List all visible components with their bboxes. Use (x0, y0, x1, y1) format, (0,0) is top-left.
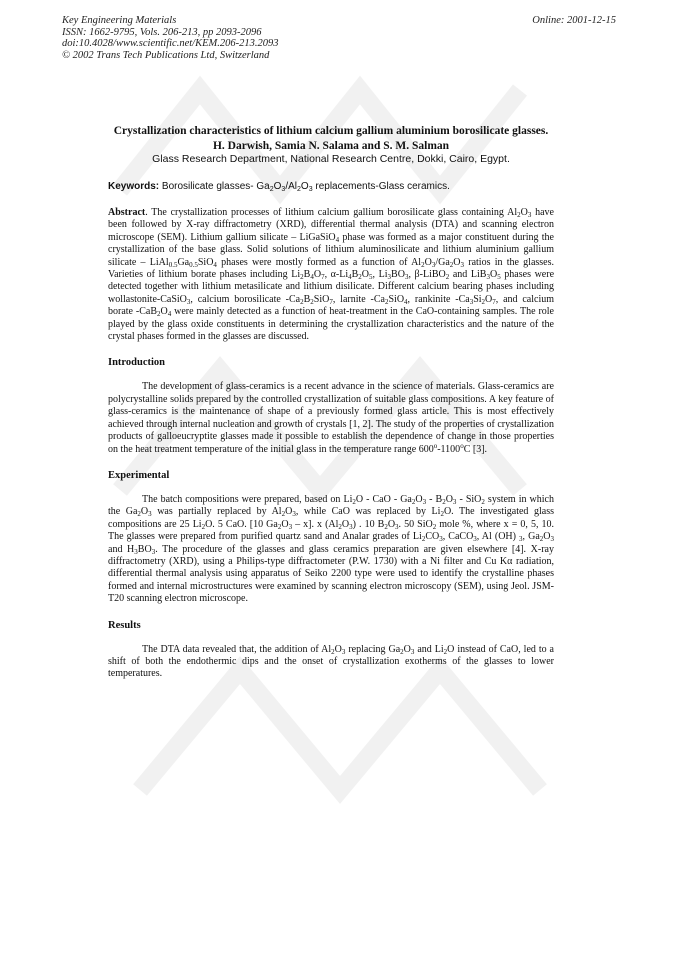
paper-authors: H. Darwish, Samia N. Salama and S. M. Salman (212, 140, 450, 152)
online-date: Online: 2001-12-15 (532, 15, 616, 26)
section-heading: Experimental (108, 469, 170, 481)
paper-affiliation: Glass Research Department, National Research Centre, Dokki, Cairo, Egypt. (152, 153, 510, 165)
section-heading: Results (108, 619, 141, 631)
abstract-text: . The crystallization processes of lithium calcium gallium borosilicate glass containing $Al_2O_3$ have been followed by X-ray diffractometry (XRD), differential thermal analysis (DTA) and scanning electron microscope (SEM). Lithium gallium silicate – LiGaSiO$_4$ phase was formed as a major constituent during the crystallization of the base glass. Solid solutions of lithium aluminosilicate and lithium aluminium gallium silicate – $LiAl_{0.5}Ga_{0.5}SiO_4$ phases were mostly formed as a function of $Al_2O_3/Ga_2O_3$ ratios in the glasses. Varieties of lithium borate phases including $Li_2B_4O_7$, $\alpha-Li_4B_2O_5$, $Li_3BO_3$, β-LiBO$_2$ and $LiB_3O_5$ phases were detected together with lithium metasilicate and lithium disilicate. Different calcium bearing phases including wollastonite-CaSiO$_3$, calcium borosilicate $-Ca_2B_2SiO_7$, larnite $-Ca_2SiO_4$, rankinite $-Ca_3Si_2O_7$, and calcium borate $-CaB_2O_4$ were mainly detected as a function of heat-treatment in the CaO-containing samples. The role played by the glass oxide constituents in determining the crystallization characteristics and the nature of the crystal phases formed in the glasses are discussed. (108, 207, 555, 343)
paper-body (108, 124, 554, 681)
abstract-label: Abstract (108, 207, 146, 218)
copyright-line: © 2002 Trans Tech Publications Ltd, Switzerland (62, 49, 270, 61)
keywords-text: Borosilicate glasses- $Ga_2O_3/Al_2O_3$ replacements-Glass ceramics. (161, 181, 450, 193)
section-results (108, 619, 554, 681)
issn-line: ISSN: 1662-9795, Vols. 206-213, pp 2093-2096 (62, 26, 262, 38)
journal-header (62, 15, 279, 61)
keywords (108, 180, 554, 193)
abstract (108, 207, 554, 343)
journal-name: Key Engineering Materials (62, 15, 177, 26)
section-experimental (108, 469, 554, 606)
section-paragraph: The development of glass-ceramics is a recent advance in the science of materials. Glass-ceramics are polycrystalline solids prepared by the controlled crystallization of suitable glass compositions. A key feature of glass-ceramics is the maintenance of shape of a previously formed glass article. This is most effectively achieved through internal nucleation and growth of crystals [1, 2]. The study of the properties of crystallization products of galloeucryptite glasses made it possible to establish the dependence of change in those properties on the heat treatment temperature of the initial glass in the temperature range 600$^o$-1100$^o$C [3]. (108, 381, 554, 455)
paper-title: Crystallization characteristics of lithium calcium gallium aluminium borosilicate glasses. (113, 125, 549, 137)
doi-link[interactable]: doi:10.4028/www.scientific.net/KEM.206-213.2093 (62, 38, 279, 49)
keywords-label: Keywords: (108, 181, 160, 192)
section-paragraph: The DTA data revealed that, the addition of $Al_2O_3$ replacing $Ga_2O_3$ and $Li_2O$ instead of CaO, led to a shift of both the endothermic dips and the onset of crystallization exotherms of the glasses to lower temperatures. (108, 643, 554, 680)
section-introduction (108, 356, 554, 455)
section-heading: Introduction (108, 357, 165, 369)
section-paragraph: The batch compositions were prepared, based on $Li_2O$ - CaO - $Ga_2O_3 - B_2O_3 - SiO_2$ system in which the $Ga_2O_3$ was partially replaced by $Al_2O_3$, while CaO was replaced by $Li_2O$. The investigated glass compositions are 25 $Li_2O$. 5 CaO. [10 $Ga_2O_3 - x$]. x $(Al_2O_3)$ . 10 $B_2O_3$. 50 SiO$_2$ mole %, where x = 0, 5, 10. The glasses were prepared from purified quartz sand and Analar grades of $Li_2CO_3$, CaCO$_3$, Al (OH) $_3$, $Ga_2O_3$ and $H_3BO_3$. The procedure of the glasses and glass ceramics preparation are given elsewhere [4]. X-ray diffractometry (XRD), using a Philips-type diffractometer (P.W. 1730) with a Ni filter and Cu Kα radiation, differential thermal analysis using apparatus of Seiko 2200 type were used to identify the crystalline phases formed and internal microstructures were examined by scanning electron microscopy (SEM), using Jeol. JSM-T20 scanning electron microscope. (108, 493, 555, 605)
